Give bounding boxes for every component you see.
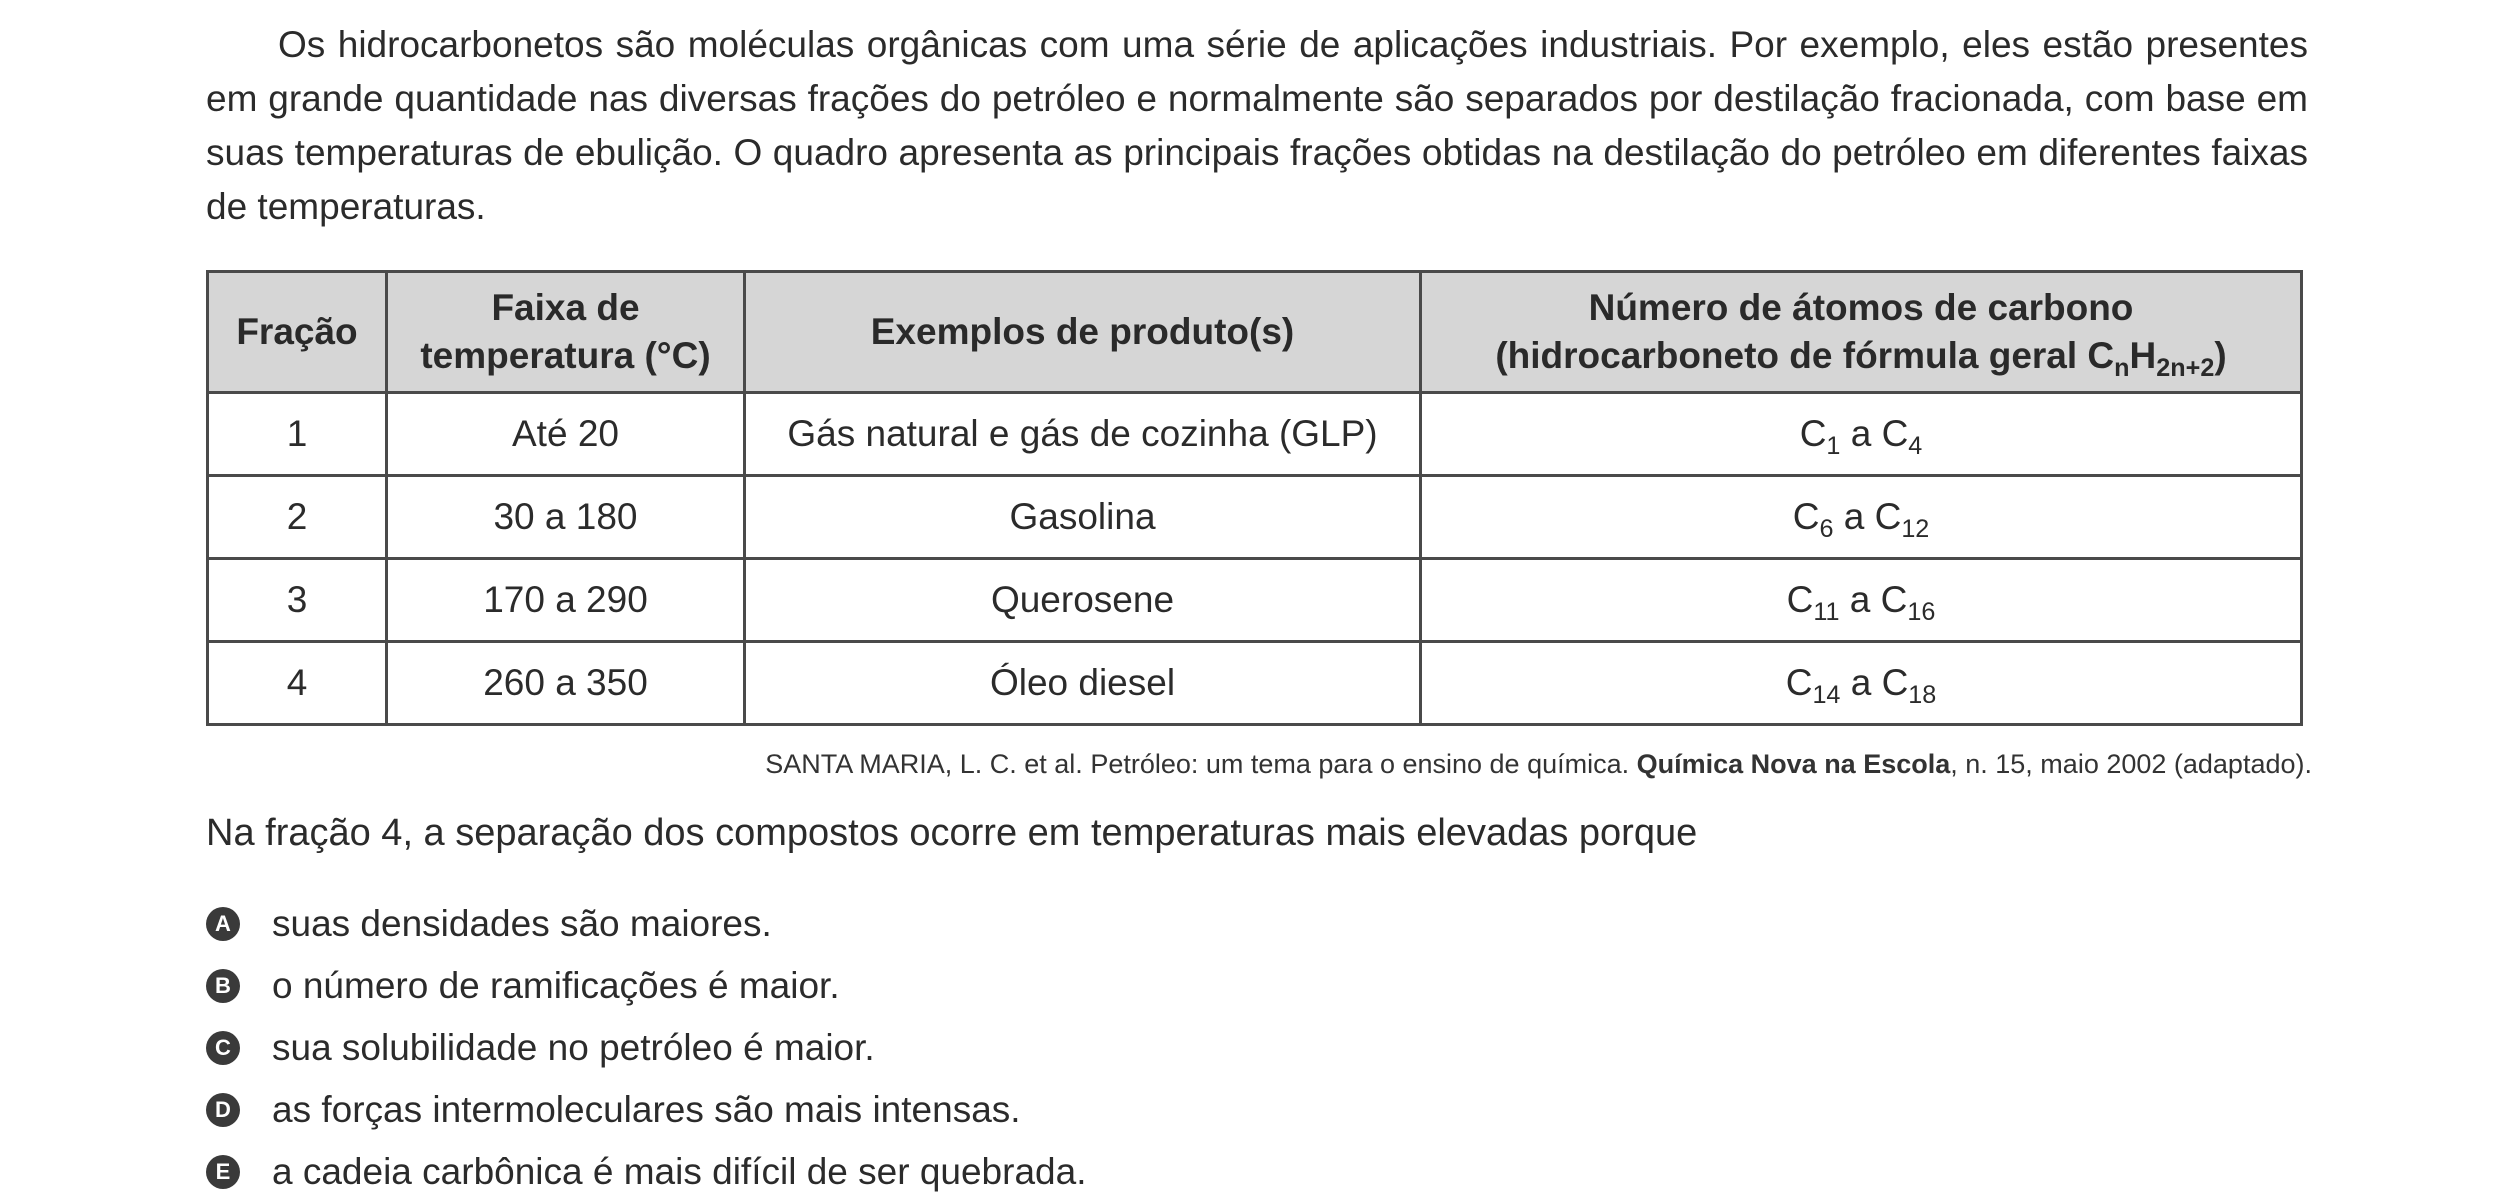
option-letter-badge: D bbox=[206, 1093, 240, 1127]
cell-faixa: 170 a 290 bbox=[387, 559, 745, 642]
cell-carbonos bbox=[1421, 393, 2302, 476]
carbon-from: 1 bbox=[1826, 432, 1841, 461]
carbon-to: 16 bbox=[1907, 598, 1936, 627]
cell-carbonos bbox=[1421, 559, 2302, 642]
carbon-symbol: C bbox=[1880, 579, 1908, 620]
carbon-symbol: C bbox=[1881, 662, 1909, 703]
carbon-symbol: C bbox=[1786, 579, 1814, 620]
option-c[interactable] bbox=[206, 1017, 2306, 1079]
carbon-connector: a bbox=[1840, 413, 1882, 454]
option-d[interactable] bbox=[206, 1079, 2306, 1141]
cell-exemplo: Gás natural e gás de cozinha (GLP) bbox=[745, 393, 1421, 476]
carbon-symbol: C bbox=[1799, 413, 1827, 454]
source-part2: , n. 15, maio 2002 (adaptado). bbox=[1950, 749, 2312, 779]
carbon-connector: a bbox=[1840, 662, 1882, 703]
table-body bbox=[208, 393, 2302, 725]
carbon-to: 18 bbox=[1908, 681, 1937, 710]
source-journal: Química Nova na Escola bbox=[1636, 749, 1951, 779]
option-letter-badge: A bbox=[206, 907, 240, 941]
carbon-symbol: C bbox=[1785, 662, 1813, 703]
carbon-connector: a bbox=[1833, 496, 1875, 537]
header-numero-line2 bbox=[1428, 332, 2294, 383]
intro-paragraph: Os hidrocarbonetos são moléculas orgânicas com uma série de aplicações industriais. Por exemplo, eles estão presentes em grande quantidade nas diversas frações do petróleo e normalmente são separados por destilação fracionada, com base em suas temperaturas de ebulição. O quadro apresenta as principais frações obtidas na destilação do petróleo em diferentes faixas de temperaturas. bbox=[206, 24, 2308, 227]
carbon-connector: a bbox=[1839, 579, 1881, 620]
header-faixa-line2: temperatura (°C) bbox=[420, 335, 711, 376]
answer-options bbox=[206, 893, 2306, 1203]
carbon-from: 14 bbox=[1812, 681, 1841, 710]
header-exemplos: Exemplos de produto(s) bbox=[745, 272, 1421, 393]
table-row bbox=[208, 642, 2302, 725]
cell-carbonos bbox=[1421, 476, 2302, 559]
option-text: suas densidades são maiores. bbox=[272, 903, 772, 944]
cell-faixa: Até 20 bbox=[387, 393, 745, 476]
table-row bbox=[208, 476, 2302, 559]
cell-exemplo: Querosene bbox=[745, 559, 1421, 642]
option-b[interactable] bbox=[206, 955, 2306, 1017]
header-fracao: Fração bbox=[208, 272, 387, 393]
source-citation bbox=[212, 744, 2312, 784]
header-numero-sub-n: n bbox=[2114, 354, 2130, 383]
header-faixa bbox=[387, 272, 745, 393]
cell-exemplo: Gasolina bbox=[745, 476, 1421, 559]
option-text: o número de ramificações é maior. bbox=[272, 965, 840, 1006]
option-a[interactable] bbox=[206, 893, 2306, 955]
cell-faixa: 30 a 180 bbox=[387, 476, 745, 559]
header-numero bbox=[1421, 272, 2302, 393]
option-letter-badge: B bbox=[206, 969, 240, 1003]
option-text: as forças intermoleculares são mais intensas. bbox=[272, 1089, 1021, 1130]
header-numero-sub-2n2: 2n+2 bbox=[2156, 354, 2215, 383]
cell-exemplo: Óleo diesel bbox=[745, 642, 1421, 725]
fractions-table bbox=[206, 270, 2303, 726]
carbon-symbol: C bbox=[1874, 496, 1902, 537]
cell-fracao: 1 bbox=[208, 393, 387, 476]
option-text: sua solubilidade no petróleo é maior. bbox=[272, 1027, 875, 1068]
header-numero-line1: Número de átomos de carbono bbox=[1588, 287, 2134, 328]
table-header-row bbox=[208, 272, 2302, 393]
cell-fracao: 3 bbox=[208, 559, 387, 642]
carbon-from: 6 bbox=[1819, 515, 1834, 544]
cell-carbonos bbox=[1421, 642, 2302, 725]
carbon-symbol: C bbox=[1881, 413, 1909, 454]
cell-fracao: 2 bbox=[208, 476, 387, 559]
carbon-to: 12 bbox=[1901, 515, 1930, 544]
cell-faixa: 260 a 350 bbox=[387, 642, 745, 725]
carbon-from: 11 bbox=[1813, 598, 1840, 627]
carbon-symbol: C bbox=[1792, 496, 1820, 537]
cell-fracao: 4 bbox=[208, 642, 387, 725]
question-stem: Na fração 4, a separação dos compostos ocorre em temperaturas mais elevadas porque bbox=[206, 812, 1698, 854]
header-numero-prefix: (hidrocarboneto de fórmula geral C bbox=[1495, 335, 2115, 376]
header-faixa-line1: Faixa de bbox=[491, 287, 640, 328]
source-part1: SANTA MARIA, L. C. et al. Petróleo: um tema para o ensino de química. bbox=[765, 749, 1637, 779]
option-letter-badge: C bbox=[206, 1031, 240, 1065]
header-numero-suffix: ) bbox=[2214, 335, 2227, 376]
option-e[interactable] bbox=[206, 1141, 2306, 1203]
table-row bbox=[208, 393, 2302, 476]
option-text: a cadeia carbônica é mais difícil de ser quebrada. bbox=[272, 1151, 1087, 1192]
table-row bbox=[208, 559, 2302, 642]
header-numero-h: H bbox=[2129, 335, 2157, 376]
option-letter-badge: E bbox=[206, 1155, 240, 1189]
carbon-to: 4 bbox=[1908, 432, 1923, 461]
